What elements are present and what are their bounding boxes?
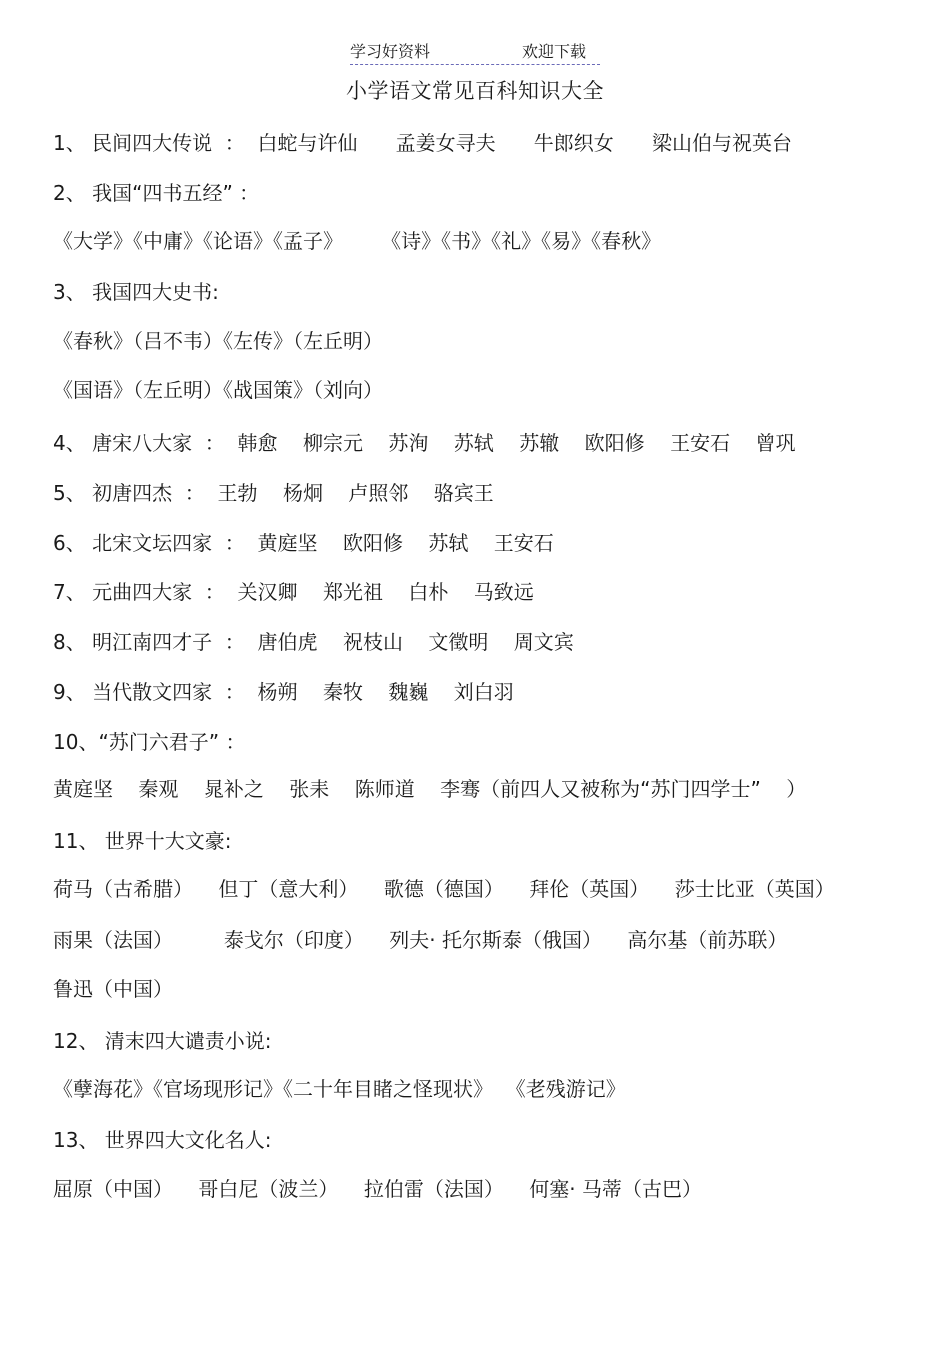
item-12-novels: 《孽海花》《官场现形记》《二十年目睹之怪现状》 《老残游记》 — [53, 1077, 626, 1101]
item-1-folk-legends: 1、 民间四大传说 ： 白蛇与许仙 孟姜女寻夫 牛郎织女 梁山伯与祝英台 — [53, 131, 792, 155]
header-right-text: 欢迎下载 — [522, 42, 587, 61]
item-6-northern-song: 6、 北宋文坛四家 ： 黄庭坚 欧阳修 苏轼 王安石 — [53, 531, 554, 555]
item-11-writers-line-2: 雨果（法国） 泰戈尔（印度） 列夫· 托尔斯泰（俄国） 高尔基（前苏联） — [53, 928, 788, 952]
item-10-heading: 10、“苏门六君子” ： — [53, 730, 246, 754]
item-12-heading: 12、 清末四大谴责小说: — [53, 1029, 272, 1053]
item-3-books-line-1: 《春秋》（吕不韦）《左传》（左丘明） — [53, 329, 383, 353]
item-3-books-line-2: 《国语》（左丘明）《战国策》（刘向） — [53, 378, 383, 402]
item-9-essayists: 9、 当代散文四家 ： 杨朔 秦牧 魏巍 刘白羽 — [53, 680, 514, 704]
item-10-names: 黄庭坚 秦观 晁补之 张耒 陈师道 李骞（前四人又被称为“苏门四学士” ） — [53, 777, 807, 801]
item-11-writers-line-1: 荷马（古希腊） 但丁（意大利） 歌德（德国） 拜伦（英国） 莎士比亚（英国） — [53, 877, 835, 901]
item-3-heading: 3、 我国四大史书: — [53, 280, 219, 304]
item-4-tang-song-masters: 4、 唐宋八大家 ： 韩愈 柳宗元 苏洵 苏轼 苏辙 欧阳修 王安石 曾巩 — [53, 431, 796, 455]
item-11-writers-line-3: 鲁迅（中国） — [53, 977, 173, 1001]
item-13-heading: 13、 世界四大文化名人: — [53, 1128, 272, 1152]
page-header — [350, 40, 600, 65]
item-13-names: 屈原（中国） 哥白尼（波兰） 拉伯雷（法国） 何塞· 马蒂（古巴） — [53, 1177, 703, 1201]
item-2-classics: 《大学》《中庸》《论语》《孟子》 《诗》《书》《礼》《易》《春秋》 — [53, 229, 662, 253]
item-11-heading: 11、 世界十大文豪: — [53, 829, 232, 853]
item-5-early-tang: 5、 初唐四杰 ： 王勃 杨炯 卢照邻 骆宾王 — [53, 481, 494, 505]
document-title: 小学语文常见百科知识大全 — [346, 79, 604, 103]
item-8-ming-talents: 8、 明江南四才子 ： 唐伯虎 祝枝山 文徵明 周文宾 — [53, 630, 574, 654]
item-2-heading: 2、 我国“四书五经” ： — [53, 181, 260, 205]
item-7-yuan-qu: 7、 元曲四大家 ： 关汉卿 郑光祖 白朴 马致远 — [53, 580, 534, 604]
header-left-text: 学习好资料 — [350, 42, 431, 61]
